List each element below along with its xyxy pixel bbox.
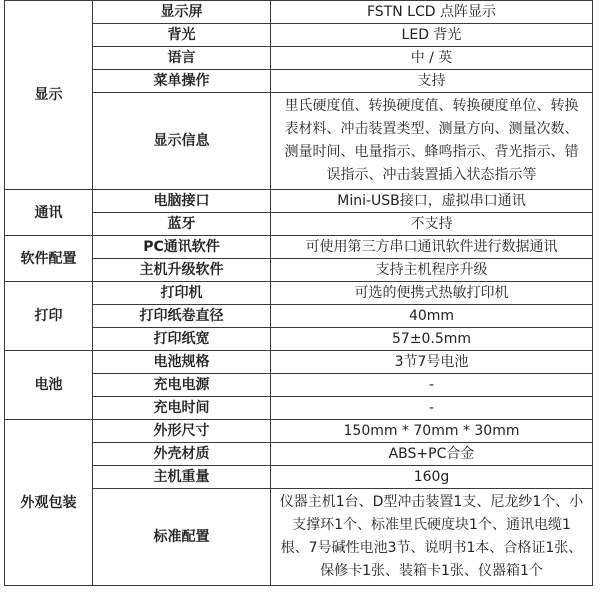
row-label: 蓝牙 bbox=[93, 213, 271, 236]
table-row bbox=[5, 374, 593, 397]
row-value: 可选的便携式热敏打印机 bbox=[271, 282, 593, 305]
row-value: 支持 bbox=[271, 70, 593, 93]
table-row bbox=[5, 70, 593, 93]
table-row bbox=[5, 443, 593, 466]
row-label: 外形尺寸 bbox=[93, 420, 271, 443]
category-battery: 电池 bbox=[5, 351, 93, 420]
category-appearance: 外观包装 bbox=[5, 420, 93, 586]
row-value: 仪器主机1台、D型冲击装置1支、尼龙纱1个、小支撑环1个、标准里氏硬度块1个、通讯电缆1根、7号碱性电池3节、说明书1本、合格证1张、保修卡1张、装箱卡1张、仪器箱1个 bbox=[271, 489, 593, 586]
row-label: 充电电源 bbox=[93, 374, 271, 397]
table-row bbox=[5, 259, 593, 282]
row-value: 中 / 英 bbox=[271, 47, 593, 70]
row-value: FSTN LCD 点阵显示 bbox=[271, 1, 593, 24]
row-label: 主机重量 bbox=[93, 466, 271, 489]
row-label: 电池规格 bbox=[93, 351, 271, 374]
table-row bbox=[5, 213, 593, 236]
table-row bbox=[5, 466, 593, 489]
row-label: PC通讯软件 bbox=[93, 236, 271, 259]
row-label: 打印纸宽 bbox=[93, 328, 271, 351]
row-label: 电脑接口 bbox=[93, 190, 271, 213]
row-value: LED 背光 bbox=[271, 24, 593, 47]
row-value: 可使用第三方串口通讯软件进行数据通讯 bbox=[271, 236, 593, 259]
table-row bbox=[5, 190, 593, 213]
row-label: 打印机 bbox=[93, 282, 271, 305]
table-row bbox=[5, 282, 593, 305]
category-software: 软件配置 bbox=[5, 236, 93, 282]
row-value: - bbox=[271, 397, 593, 420]
row-label: 显示信息 bbox=[93, 93, 271, 190]
row-value: Mini-USB接口，虚拟串口通讯 bbox=[271, 190, 593, 213]
table-row bbox=[5, 397, 593, 420]
category-display: 显示 bbox=[5, 1, 93, 190]
row-value: 支持主机程序升级 bbox=[271, 259, 593, 282]
category-printing: 打印 bbox=[5, 282, 93, 351]
row-label: 打印纸卷直径 bbox=[93, 305, 271, 328]
row-label: 标准配置 bbox=[93, 489, 271, 586]
table-row bbox=[5, 351, 593, 374]
row-value: 40mm bbox=[271, 305, 593, 328]
spec-table bbox=[4, 0, 593, 586]
table-row bbox=[5, 93, 593, 190]
row-label: 菜单操作 bbox=[93, 70, 271, 93]
row-label: 充电时间 bbox=[93, 397, 271, 420]
table-row bbox=[5, 328, 593, 351]
table-row bbox=[5, 489, 593, 586]
row-label: 语言 bbox=[93, 47, 271, 70]
table-row bbox=[5, 1, 593, 24]
row-value: - bbox=[271, 374, 593, 397]
row-value: 不支持 bbox=[271, 213, 593, 236]
table-row bbox=[5, 24, 593, 47]
row-label: 外壳材质 bbox=[93, 443, 271, 466]
table-row bbox=[5, 420, 593, 443]
row-label: 显示屏 bbox=[93, 1, 271, 24]
row-value: 57±0.5mm bbox=[271, 328, 593, 351]
row-value: 里氏硬度值、转换硬度值、转换硬度单位、转换表材料、冲击装置类型、测量方向、测量次数、测量时间、电量指示、蜂鸣指示、背光指示、错误指示、冲击装置插入状态指示等 bbox=[271, 93, 593, 190]
row-label: 背光 bbox=[93, 24, 271, 47]
table-row bbox=[5, 236, 593, 259]
row-value: 160g bbox=[271, 466, 593, 489]
row-label: 主机升级软件 bbox=[93, 259, 271, 282]
row-value: 150mm * 70mm * 30mm bbox=[271, 420, 593, 443]
row-value: ABS+PC合金 bbox=[271, 443, 593, 466]
table-row bbox=[5, 305, 593, 328]
row-value: 3节7号电池 bbox=[271, 351, 593, 374]
table-row bbox=[5, 47, 593, 70]
category-communication: 通讯 bbox=[5, 190, 93, 236]
